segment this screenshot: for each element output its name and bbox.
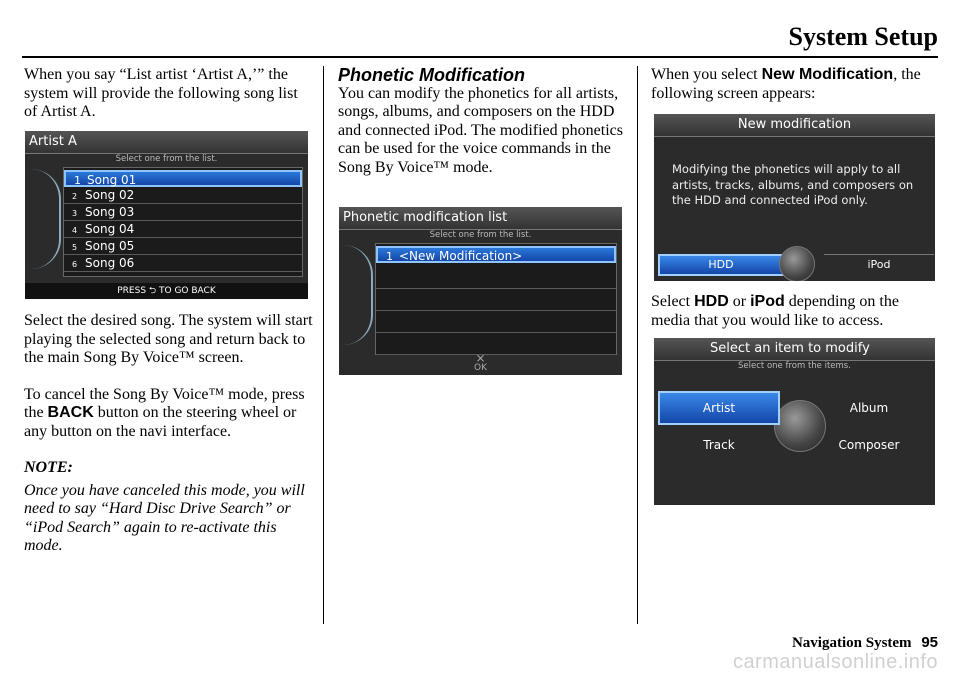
right-column-mid	[651, 293, 941, 330]
right-para-1: When you select New Modification, the following screen appears:	[651, 66, 921, 102]
phonetic-screen-subtitle: Select one from the list.	[429, 230, 532, 240]
new-modification-screen	[654, 114, 935, 281]
middle-para: You can modify the phonetics for all artists, songs, albums, and composers on the HDD and connected iPod. The modified phonetics can be used for the voice commands in the Song By Voice™ mode.	[338, 84, 623, 176]
song-row[interactable]: 6 Song 06	[64, 255, 302, 272]
track-option[interactable]: Track	[703, 438, 735, 452]
artist-screen-title: Artist A	[25, 131, 308, 154]
phonetic-screen-title: Phonetic modification list	[339, 207, 622, 230]
artist-screen-subtitle: Select one from the list.	[115, 154, 218, 164]
note-body: Once you have canceled this mode, you will need to say “Hard Disc Drive Search” or “iPod Search” again to re-activate this mode.	[24, 481, 305, 554]
song-row[interactable]: 2 Song 02	[64, 187, 302, 204]
song-row[interactable]: 4 Song 04	[64, 221, 302, 238]
list-item	[376, 316, 616, 333]
artist-screen-dial	[31, 169, 61, 269]
new-modification-message: Modifying the phonetics will apply to all artists, tracks, albums, and composers on the HDD and connected iPod only.	[672, 162, 914, 207]
left-para-3: To cancel the Song By Voice™ mode, press the BACK button on the steering wheel or any button on the navi interface.	[24, 385, 305, 440]
phonetic-screen	[339, 207, 622, 375]
section-title: Phonetic Modification	[338, 65, 525, 85]
album-option[interactable]: Album	[849, 401, 889, 415]
song-row[interactable]: 5 Song 05	[64, 238, 302, 255]
right-para-2: Select HDD or iPod depending on the media that you would like to access.	[651, 293, 899, 329]
watermark: carmanualsonline.info	[732, 651, 938, 673]
item-knob	[774, 400, 826, 452]
column-divider-2	[637, 66, 638, 624]
left-column	[24, 66, 314, 122]
footer-label: Navigation System	[791, 635, 912, 651]
left-para-1: When you say “List artist ‘Artist A,’” the system will provide the following song list of Artist A.	[24, 66, 298, 120]
note-heading: NOTE:	[24, 459, 73, 476]
new-modification-item[interactable]: 1 <New Modification>	[376, 246, 616, 263]
middle-column	[338, 66, 626, 177]
media-knob	[779, 246, 815, 281]
song-row[interactable]: 1 Song 01	[64, 170, 302, 187]
select-item-subtitle: Select one from the items.	[738, 361, 851, 371]
select-item-title: Select an item to modify	[654, 338, 935, 361]
left-para-2: Select the desired song. The system will start playing the selected song and return back to the main Song By Voice™ screen.	[24, 312, 313, 366]
page-number: 95	[921, 634, 938, 651]
column-divider-1	[323, 66, 324, 624]
ok-indicator: ⨯ OK	[339, 353, 622, 373]
back-arrow-icon: ⮌	[148, 286, 157, 296]
left-column-lower	[24, 312, 316, 556]
song-row[interactable]: 3 Song 03	[64, 204, 302, 221]
phonetic-list	[375, 243, 617, 355]
phonetic-dial	[343, 245, 373, 345]
chevron-down-icon: ⨯	[475, 351, 486, 365]
artist-screen	[25, 131, 308, 299]
artist-option[interactable]: Artist	[658, 391, 780, 425]
composer-option[interactable]: Composer	[838, 438, 900, 452]
page-title: System Setup	[788, 22, 938, 51]
page-footer	[792, 634, 938, 652]
ipod-button[interactable]: iPod	[824, 254, 934, 277]
right-column	[651, 66, 941, 103]
hdd-button[interactable]: HDD	[658, 254, 784, 276]
list-item	[376, 294, 616, 311]
header-rule	[22, 56, 938, 58]
new-modification-title: New modification	[654, 114, 935, 137]
song-list	[63, 167, 303, 277]
select-item-screen	[654, 338, 935, 505]
list-item	[376, 272, 616, 289]
artist-screen-footer: PRESS ⮌ TO GO BACK	[25, 283, 308, 299]
